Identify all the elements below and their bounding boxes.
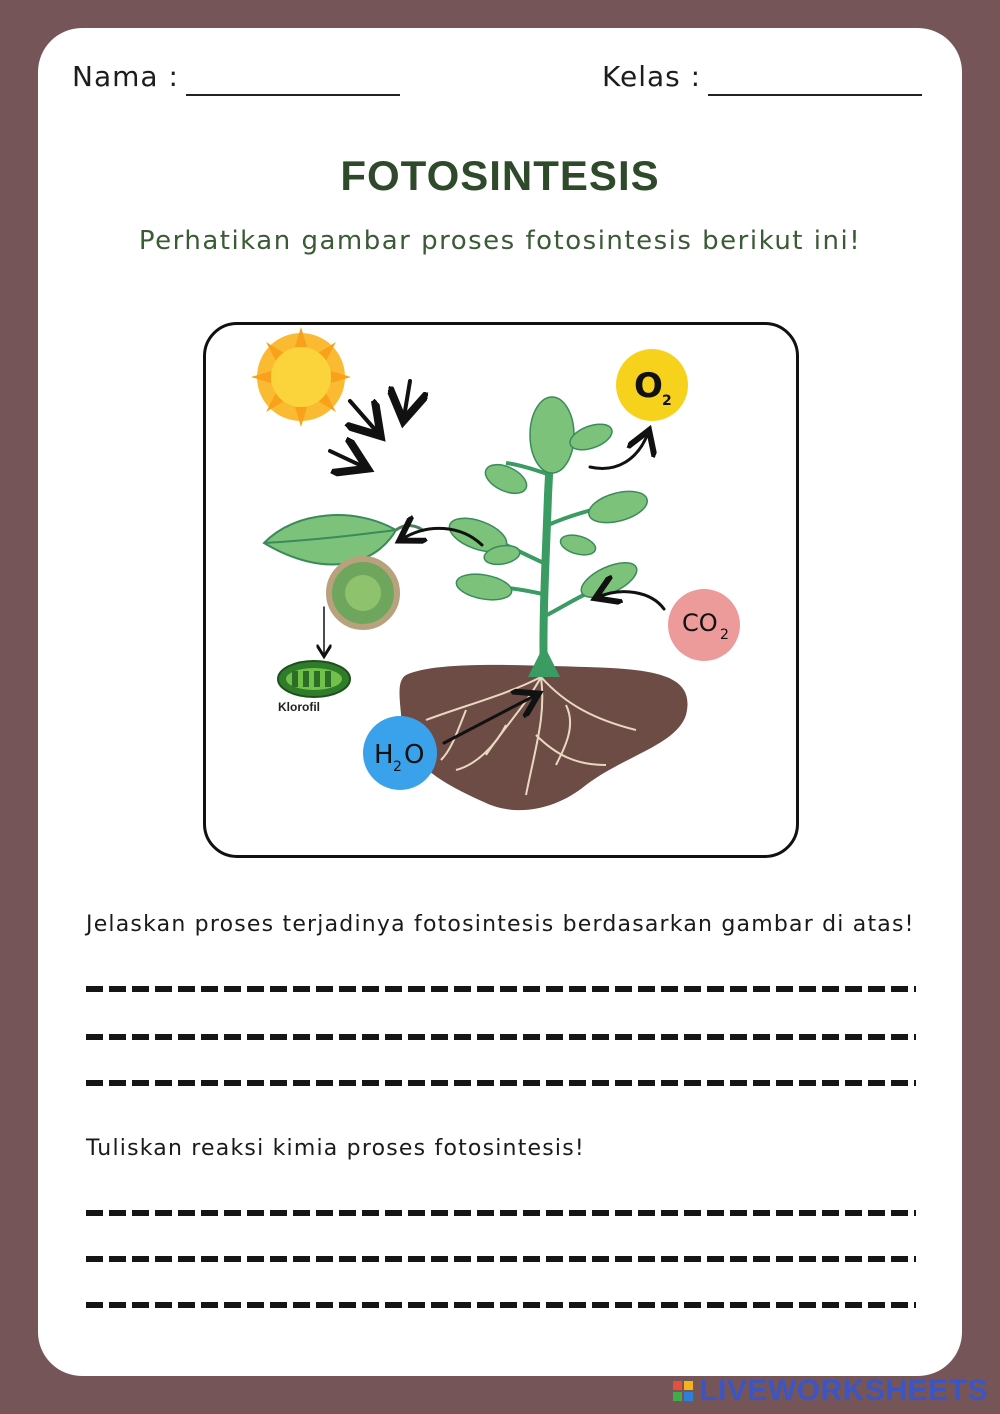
- carbon-dioxide-badge: [668, 589, 740, 661]
- water-subscript: 2: [393, 759, 402, 775]
- question-2: Tuliskan reaksi kimia proses fotosintesis!: [86, 1136, 585, 1161]
- liveworksheets-logo-icon: [673, 1381, 693, 1401]
- carbon-dioxide-label: CO: [682, 609, 718, 637]
- water-o-label: O: [404, 740, 425, 770]
- name-field[interactable]: [186, 94, 400, 96]
- illustration-canvas: [206, 325, 796, 855]
- answer-line-5[interactable]: [86, 1256, 916, 1262]
- answer-line-4[interactable]: [86, 1210, 916, 1216]
- sunlight-arrows: [330, 381, 410, 467]
- watermark-text: LIVEWORKSHEETS: [699, 1374, 988, 1407]
- answer-line-6[interactable]: [86, 1302, 916, 1308]
- page-subtitle: Perhatikan gambar proses fotosintesis berikut ini!: [138, 226, 862, 256]
- oxygen-badge: [616, 349, 688, 421]
- water-badge: [363, 716, 437, 790]
- soil-mound: [400, 665, 688, 810]
- plant: [445, 397, 651, 677]
- answer-line-1[interactable]: [86, 986, 916, 992]
- class-field[interactable]: [708, 94, 922, 96]
- sun-icon: [251, 327, 351, 427]
- water-h-label: H: [374, 740, 394, 770]
- class-label: Kelas :: [602, 60, 702, 93]
- carbon-dioxide-subscript: 2: [720, 627, 729, 643]
- chloroplast-label: Klorofil: [278, 700, 320, 714]
- oxygen-label: O: [634, 366, 663, 406]
- photosynthesis-illustration: [203, 322, 799, 858]
- question-1: Jelaskan proses terjadinya fotosintesis berdasarkan gambar di atas!: [86, 912, 915, 937]
- chloroplast-icon: [278, 661, 350, 697]
- page-title: FOTOSINTESIS: [340, 152, 660, 199]
- oxygen-subscript: 2: [662, 393, 672, 409]
- answer-line-3[interactable]: [86, 1080, 916, 1086]
- leaf-detail: [264, 515, 424, 627]
- name-label: Nama :: [72, 60, 179, 93]
- answer-line-2[interactable]: [86, 1034, 916, 1040]
- liveworksheets-watermark: [673, 1374, 988, 1408]
